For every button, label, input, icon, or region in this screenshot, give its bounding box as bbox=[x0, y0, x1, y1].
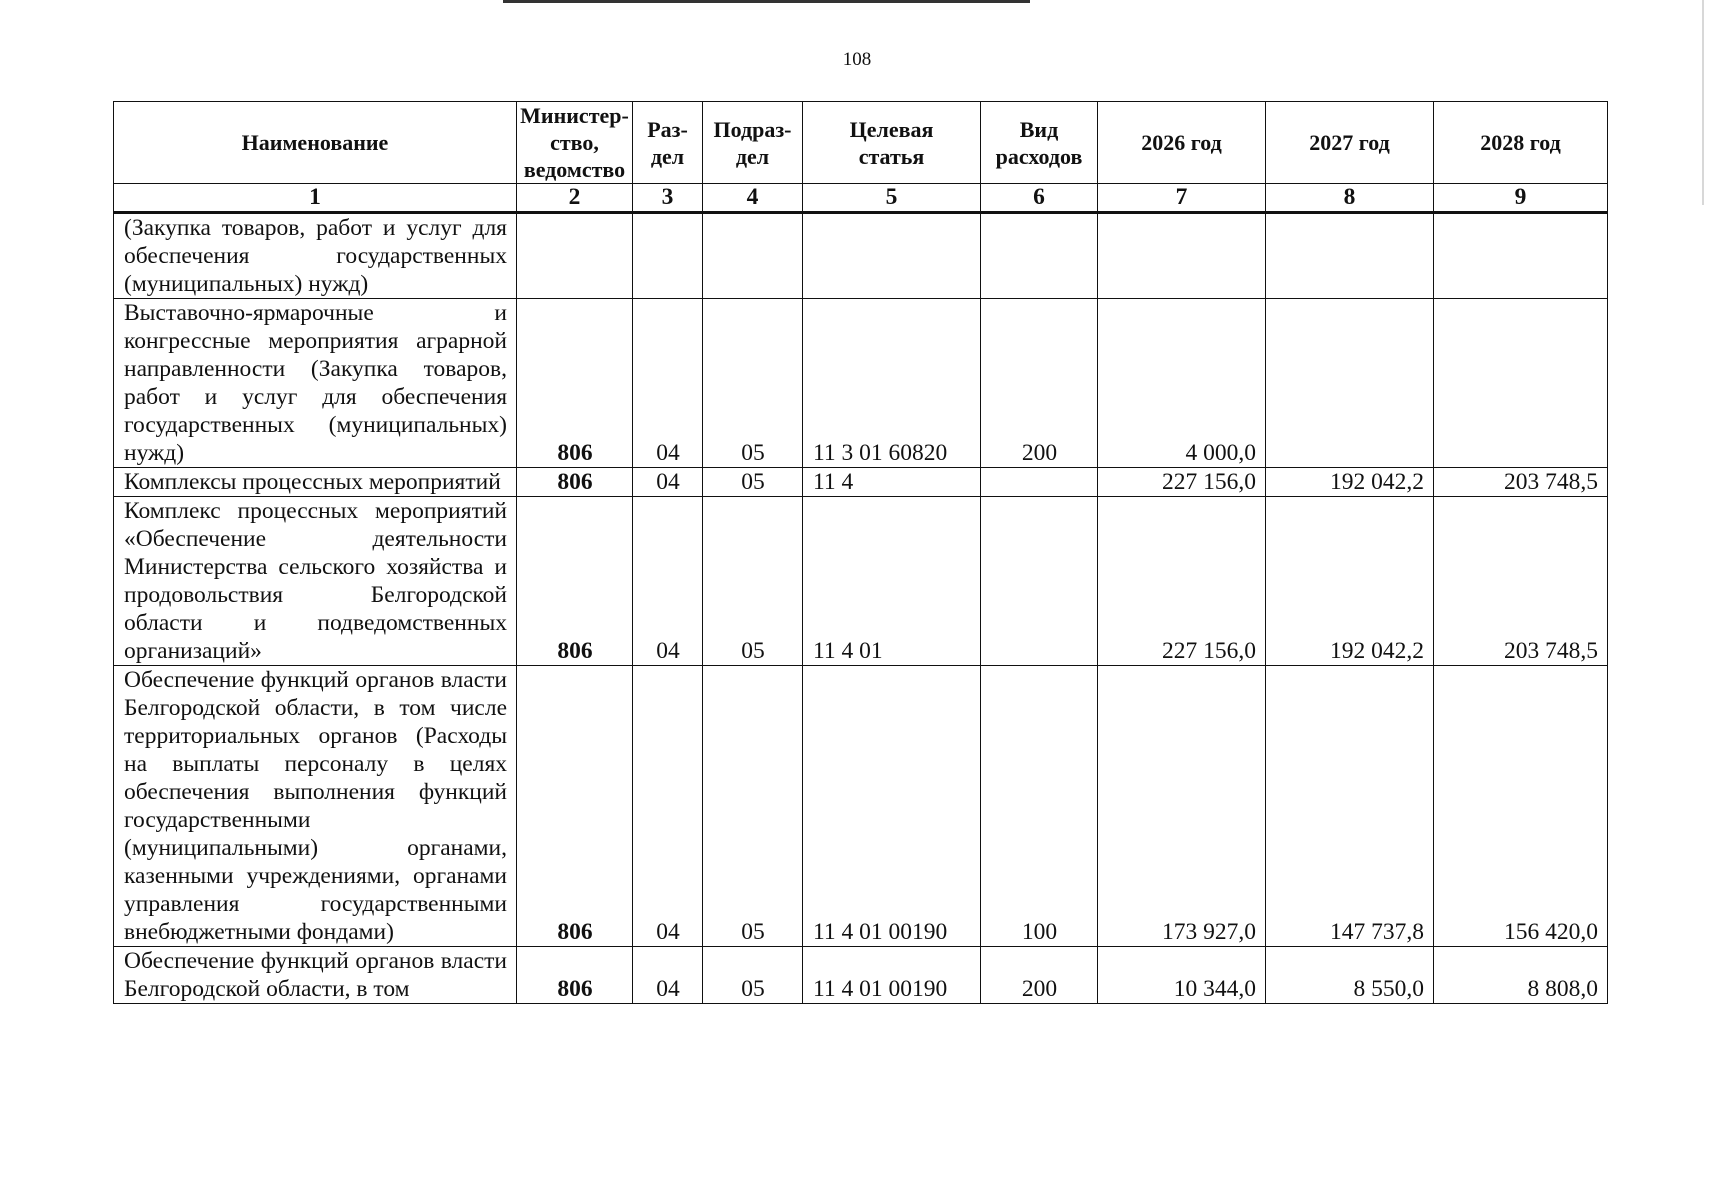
column-number: 1 bbox=[114, 184, 517, 213]
row-expense-type bbox=[981, 497, 1098, 666]
row-2027: 192 042,2 bbox=[1266, 497, 1434, 666]
header-target: Целевая статья bbox=[803, 102, 981, 184]
row-2027: 8 550,0 bbox=[1266, 947, 1434, 1004]
row-ministry: 806 bbox=[517, 666, 633, 947]
column-number-row bbox=[114, 184, 1608, 213]
header-2027: 2027 год bbox=[1266, 102, 1434, 184]
column-number: 7 bbox=[1098, 184, 1266, 213]
row-2028: 156 420,0 bbox=[1434, 666, 1608, 947]
row-name: Обеспечение функций органов власти Белгородской области, в том числе территориальных органов (Расходы на выплаты персоналу в целях обеспечения выполнения функций государственными (муниципальными) органами, казенными учреждениями, органами управления государственными внебюджетными фондами) bbox=[114, 666, 517, 947]
page-number: 108 bbox=[842, 49, 872, 70]
row-target: 11 4 01 00190 bbox=[803, 666, 981, 947]
row-ministry: 806 bbox=[517, 299, 633, 468]
row-name: (Закупка товаров, работ и услуг для обеспечения государственных (муниципальных) нужд) bbox=[114, 213, 517, 299]
row-2026: 227 156,0 bbox=[1098, 468, 1266, 497]
row-expense-type: 200 bbox=[981, 299, 1098, 468]
row-2027 bbox=[1266, 213, 1434, 299]
row-subsection: 05 bbox=[703, 947, 803, 1004]
header-subsection: Подраз- дел bbox=[703, 102, 803, 184]
top-rule bbox=[503, 0, 1030, 3]
header-name: Наименование bbox=[114, 102, 517, 184]
row-section: 04 bbox=[633, 947, 703, 1004]
row-2026: 227 156,0 bbox=[1098, 497, 1266, 666]
row-expense-type: 200 bbox=[981, 947, 1098, 1004]
row-section: 04 bbox=[633, 468, 703, 497]
row-subsection bbox=[703, 213, 803, 299]
row-2028: 203 748,5 bbox=[1434, 497, 1608, 666]
row-ministry: 806 bbox=[517, 947, 633, 1004]
row-ministry: 806 bbox=[517, 468, 633, 497]
row-target bbox=[803, 213, 981, 299]
row-subsection: 05 bbox=[703, 666, 803, 947]
row-section: 04 bbox=[633, 666, 703, 947]
row-subsection: 05 bbox=[703, 299, 803, 468]
header-ministry: Министер- ство, ведомство bbox=[517, 102, 633, 184]
column-number: 3 bbox=[633, 184, 703, 213]
column-number: 9 bbox=[1434, 184, 1608, 213]
scan-edge bbox=[1702, 0, 1704, 205]
row-name: Обеспечение функций органов власти Белгородской области, в том bbox=[114, 947, 517, 1004]
row-subsection: 05 bbox=[703, 468, 803, 497]
header-expense-type: Вид расходов bbox=[981, 102, 1098, 184]
row-name: Комплекс процессных мероприятий «Обеспечение деятельности Министерства сельского хозяйства и продовольствия Белгородской области и подведомственных организаций» bbox=[114, 497, 517, 666]
header-2028: 2028 год bbox=[1434, 102, 1608, 184]
row-target: 11 4 bbox=[803, 468, 981, 497]
row-expense-type bbox=[981, 468, 1098, 497]
row-target: 11 4 01 bbox=[803, 497, 981, 666]
table-row bbox=[114, 947, 1608, 1004]
row-expense-type: 100 bbox=[981, 666, 1098, 947]
row-2026: 4 000,0 bbox=[1098, 299, 1266, 468]
row-2028: 8 808,0 bbox=[1434, 947, 1608, 1004]
row-2027 bbox=[1266, 299, 1434, 468]
row-expense-type bbox=[981, 213, 1098, 299]
row-section: 04 bbox=[633, 497, 703, 666]
column-number: 8 bbox=[1266, 184, 1434, 213]
row-2027: 192 042,2 bbox=[1266, 468, 1434, 497]
row-section bbox=[633, 213, 703, 299]
row-subsection: 05 bbox=[703, 497, 803, 666]
row-2026 bbox=[1098, 213, 1266, 299]
row-2026: 10 344,0 bbox=[1098, 947, 1266, 1004]
column-number: 5 bbox=[803, 184, 981, 213]
row-section: 04 bbox=[633, 299, 703, 468]
row-name: Выставочно-ярмарочные и конгрессные мероприятия аграрной направленности (Закупка товаров, работ и услуг для обеспечения государственных (муниципальных) нужд) bbox=[114, 299, 517, 468]
row-ministry: 806 bbox=[517, 497, 633, 666]
table-row bbox=[114, 497, 1608, 666]
row-2028: 203 748,5 bbox=[1434, 468, 1608, 497]
header-2026: 2026 год bbox=[1098, 102, 1266, 184]
column-number: 2 bbox=[517, 184, 633, 213]
table-row bbox=[114, 468, 1608, 497]
row-2027: 147 737,8 bbox=[1266, 666, 1434, 947]
row-2026: 173 927,0 bbox=[1098, 666, 1266, 947]
table-row bbox=[114, 299, 1608, 468]
row-2028 bbox=[1434, 299, 1608, 468]
column-number: 6 bbox=[981, 184, 1098, 213]
row-name: Комплексы процессных мероприятий bbox=[114, 468, 517, 497]
header-section: Раз- дел bbox=[633, 102, 703, 184]
row-ministry bbox=[517, 213, 633, 299]
row-2028 bbox=[1434, 213, 1608, 299]
table-row bbox=[114, 213, 1608, 299]
header-row bbox=[114, 102, 1608, 184]
row-target: 11 3 01 60820 bbox=[803, 299, 981, 468]
column-number: 4 bbox=[703, 184, 803, 213]
table-row bbox=[114, 666, 1608, 947]
row-target: 11 4 01 00190 bbox=[803, 947, 981, 1004]
budget-table bbox=[113, 101, 1608, 1004]
